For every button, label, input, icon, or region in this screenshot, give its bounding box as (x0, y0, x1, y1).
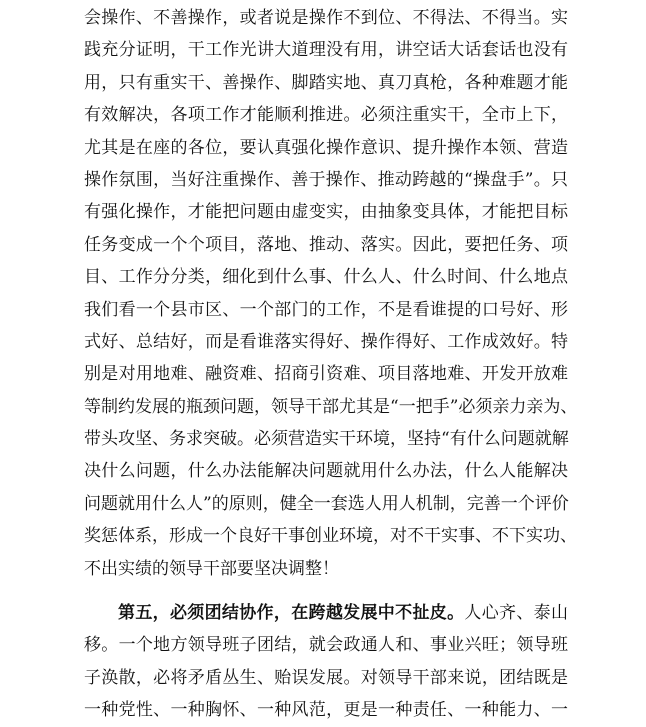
document-page (84, 0, 578, 727)
heading-tail-text: 人心齐、泰山 (464, 603, 569, 624)
text-line: 有强化操作，才能把问题由虚变实，由抽象变具体，才能把目标 (84, 202, 568, 223)
text-line: 我们看一个县市区、一个部门的工作，不是看谁提的口号好、形 (84, 299, 568, 320)
paragraph-2 (84, 597, 568, 727)
text-line: 奖惩体系，形成一个良好干事创业环境，对不干实事、不下实功、 (84, 526, 577, 547)
text-line: 目、工作分分类，细化到什么事、什么人、什么时间、什么地点 (84, 267, 568, 288)
text-line: 移。一个地方领导班子团结，就会政通人和、事业兴旺；领导班 (84, 635, 568, 656)
text-line: 等制约发展的瓶颈问题，领导干部尤其是“一把手”必须亲力亲为、 (84, 396, 578, 417)
section-heading-line (84, 597, 568, 629)
text-line: 尤其是在座的各位，要认真强化操作意识、提升操作本领、营造 (84, 137, 568, 158)
text-line: 别是对用地难、融资难、招商引资难、项目落地难、开发开放难 (84, 364, 568, 385)
text-line: 式好、总结好，而是看谁落实得好、操作得好、工作成效好。特 (84, 331, 568, 352)
text-line: 任务变成一个个项目，落地、推动、落实。因此，要把任务、项 (84, 234, 568, 255)
text-line: 一种党性、一种胸怀、一种风范，更是一种责任、一种能力、一 (84, 700, 568, 721)
section-heading: 第五，必须团结协作，在跨越发展中不扯皮。 (118, 603, 465, 624)
text-line: 带头攻坚、务求突破。必须营造实干环境，坚持“有什么问题就解 (84, 429, 569, 450)
text-line: 子涣散，必将矛盾丛生、贻误发展。对领导干部来说，团结既是 (84, 667, 568, 688)
text-line: 不出实绩的领导干部要坚决调整！ (84, 558, 339, 579)
text-line: 问题就用什么人”的原则，健全一套选人用人机制，完善一个评价 (84, 493, 569, 514)
text-line: 会操作、不善操作，或者说是操作不到位、不得法、不得当。实 (84, 8, 568, 28)
text-line: 操作氛围，当好注重操作、善于操作、推动跨越的“操盘手”。只 (84, 169, 568, 190)
text-line: 践充分证明，干工作光讲大道理没有用，讲空话大话套话也没有 (84, 40, 568, 61)
paragraph-gap (84, 585, 568, 597)
paragraph-1 (84, 2, 578, 585)
text-line: 决什么问题，什么办法能解决问题就用什么办法，什么人能解决 (84, 461, 568, 482)
text-line: 用，只有重实干、善操作、脚踏实地、真刀真枪，各种难题才能 (84, 72, 568, 93)
text-line: 有效解决，各项工作才能顺利推进。必须注重实干，全市上下， (84, 105, 568, 126)
